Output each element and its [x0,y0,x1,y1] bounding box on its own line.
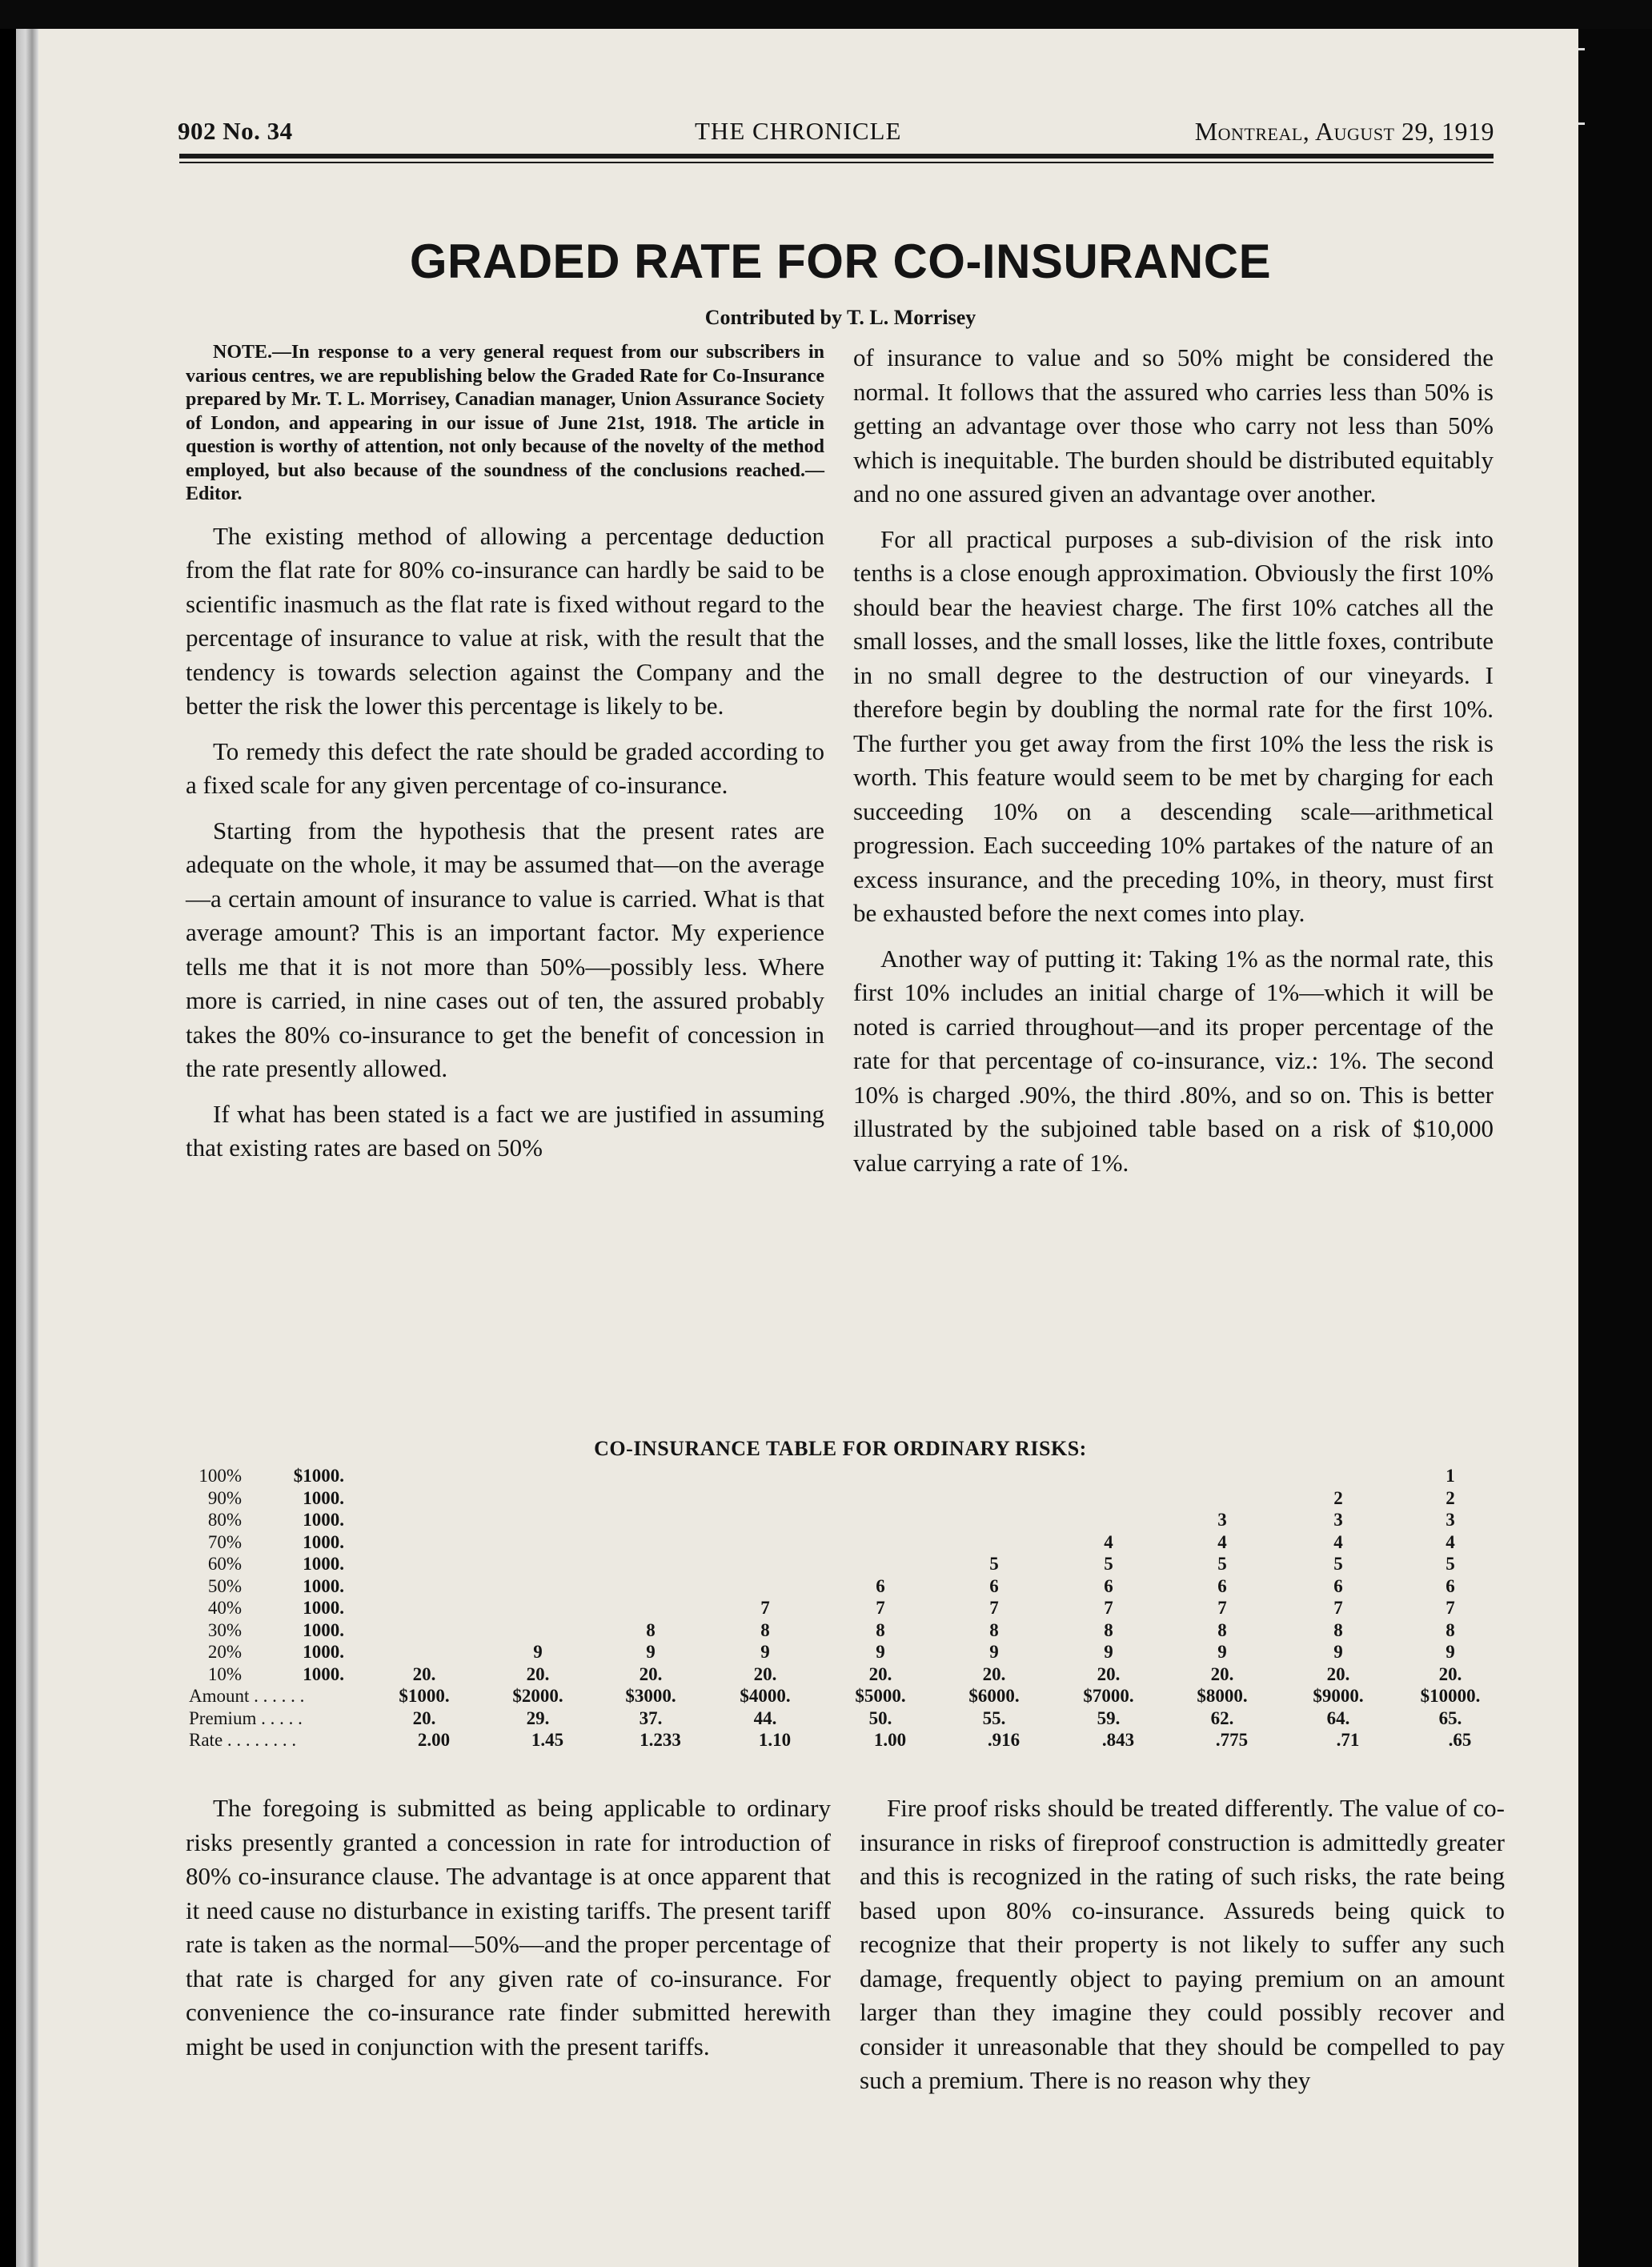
percent-label: 90% [207,1487,242,1508]
percent-label: 80% [207,1510,242,1530]
table-cell: 7 [989,1598,999,1618]
row-value: 1000. [303,1642,344,1662]
row-value: 1000. [303,1619,344,1640]
table-cell: 20. [412,1663,436,1684]
table-cell: 4 [1217,1531,1227,1552]
table-cell: 7 [1217,1598,1227,1618]
table-cell: 5 [1446,1554,1455,1574]
row-value: 1000. [303,1487,344,1508]
table-cell: 8 [989,1619,999,1640]
amount-cell: $4000. [740,1686,791,1706]
rate-cell: 1.10 [758,1730,792,1750]
table-cell: 3 [1333,1510,1343,1530]
premium-cell: 59. [1097,1707,1121,1728]
table-cell: 8 [1333,1619,1343,1640]
premium-cell: 62. [1210,1707,1234,1728]
table-cell: 7 [1446,1598,1455,1618]
table-cell: 6 [989,1575,999,1596]
table-cell: 7 [1104,1598,1113,1618]
table-cell: 6 [1446,1575,1455,1596]
amount-cell: $6000. [968,1686,1020,1706]
paragraph: To remedy this defect the rate should be graded according to a fixed scale for any given percentage of co-insurance. [186,736,824,799]
table-cell: 6 [876,1575,885,1596]
table-cell: 8 [760,1619,770,1640]
table-cell: 20. [982,1663,1006,1684]
percent-label: 20% [207,1642,242,1662]
table-cell: 8 [1446,1619,1455,1640]
table-cell: 20. [1097,1663,1121,1684]
percent-label: 70% [207,1531,242,1552]
paragraph: Fire proof risks should be treated differently. The value of co-insurance in risks of fireproof construction is admittedly greater and this is recognized in the rating of such risks, the rate being based upon 80% co-insurance. Assureds being quick to recognize that their property is not likely to suffer any such damage, frequently object to paying premium on an amount larger than they imagine they could possibly recover and consider it unreasonable that they should be compelled to pay such a premium. There is no reason why they [860,1794,1505,2094]
amount-cell: $9000. [1313,1686,1364,1706]
table-cell: 20. [868,1663,892,1684]
amount-cell: $1000. [399,1686,450,1706]
row-value: 1000. [303,1663,344,1684]
table-cell: 5 [1217,1554,1227,1574]
paragraph: of insurance to value and so 50% might be considered the normal. It follows that the assured who carries less than 50% is getting an advantage over those who carry not less than 50% which is inequitable. The burden should be distributed equitably and no one assured given an advantage over another. [853,343,1494,508]
table-cell: 7 [1333,1598,1343,1618]
table-cell: 6 [1333,1575,1343,1596]
table-cell: 1 [1446,1466,1455,1486]
table-cell: 7 [876,1598,885,1618]
table-cell: 2 [1333,1487,1343,1508]
table-cell: 9 [646,1642,656,1662]
table-cell: 2 [1446,1487,1455,1508]
table-cell: 9 [533,1642,543,1662]
table-cell: 20. [639,1663,663,1684]
amount-cell: $3000. [625,1686,676,1706]
bottom-left-column [186,1792,831,2064]
premium-cell: 55. [982,1707,1006,1728]
article-title: GRADED RATE FOR CO-INSURANCE [409,235,1272,288]
table-cell: 9 [989,1642,999,1662]
table-cell: 9 [876,1642,885,1662]
rate-cell: 1.233 [640,1730,681,1750]
rate-cell: 1.00 [873,1730,907,1750]
amount-cell: $8000. [1197,1686,1248,1706]
table-cell: 9 [1104,1642,1113,1662]
table-cell: 20. [753,1663,777,1684]
table-cell: 9 [1446,1642,1455,1662]
row-value: 1000. [303,1598,344,1618]
paragraph: Starting from the hypothesis that the present rates are adequate on the whole, it may be assumed that—on the average—a certain amount of insurance to value is carried. What is that average amount? This is an important factor. My experience tells me that it is not more than 50%—possibly less. Where more is carried, in nine cases out of ten, the assured probably takes the 80% co-insurance to get the benefit of concession in the rate presently allowed. [186,816,824,1082]
table-cell: 5 [1333,1554,1343,1574]
issue-date: Montreal, August 29, 1919 [1194,117,1494,146]
table-cell: 7 [760,1598,770,1618]
rate-cell: .65 [1448,1730,1472,1750]
table-cell: 5 [1104,1554,1113,1574]
percent-label: 60% [207,1554,242,1574]
amount-cell: $10000. [1420,1686,1481,1706]
publication-name: THE CHRONICLE [695,117,902,145]
premium-cell: 44. [753,1707,777,1728]
percent-label: 50% [207,1575,242,1596]
table-title: CO-INSURANCE TABLE FOR ORDINARY RISKS: [594,1437,1087,1460]
rate-cell: 2.00 [417,1730,451,1750]
row-value: 1000. [303,1554,344,1574]
row-value: 1000. [303,1531,344,1552]
premium-label: Premium . . . . . [189,1707,303,1728]
table-cell: 8 [646,1619,656,1640]
paragraph: If what has been stated is a fact we are justified in assuming that existing rates are based on 50% [186,1099,824,1162]
premium-cell: 37. [639,1707,663,1728]
table-cell: 5 [989,1554,999,1574]
table-cell: 9 [1333,1642,1343,1662]
percent-label: 100% [198,1466,242,1486]
table-cell: 4 [1104,1531,1113,1552]
percent-label: 10% [207,1663,242,1684]
table-cell: 4 [1446,1531,1455,1552]
table-cell: 9 [760,1642,770,1662]
rate-cell: .916 [987,1730,1020,1750]
table-cell: 6 [1104,1575,1113,1596]
table-cell: 3 [1446,1510,1455,1530]
table-cell: 8 [1104,1619,1113,1640]
rate-cell: .71 [1336,1730,1360,1750]
table-cell: 4 [1333,1531,1343,1552]
paragraph: For all practical purposes a sub-division of the risk into tenths is a close enough approximation. Obviously the first 10% should bear the heaviest charge. The first 10% catches all the small losses, and the small losses, like the little foxes, contribute in no small degree to the destruction of our vineyards. I therefore begin by doubling the normal rate for the first 10%. The further you get away from the first 10% the less the risk is worth. This feature would seem to be met by charging for each succeeding 10% on a descending scale—arithmetical progression. Each succeeding 10% partakes of the nature of an excess insurance, and the preceding 10%, in theory, must first be exhausted before the next comes into play. [853,524,1494,927]
paragraph: Another way of putting it: Taking 1% as the normal rate, this first 10% includes an initial charge of 1%—which it will be noted is carried throughout—and its proper percentage of the rate for that percentage of co-insurance, viz.: 1%. The second 10% is charged .90%, the third .80%, and so on. This is better illustrated by the subjoined table based on a risk of $10,000 value carrying a rate of 1%. [853,944,1494,1177]
percent-label: 30% [207,1619,242,1640]
rate-cell: .843 [1101,1730,1135,1750]
paragraph: The existing method of allowing a percentage deduction from the flat rate for 80% co-insurance can hardly be said to be scientific inasmuch as the flat rate is fixed without regard to the percentage of insurance to value at risk, with the result that the tendency is towards selection against the Company and the better the risk the lower this percentage is likely to be. [186,521,824,720]
premium-cell: 65. [1438,1707,1462,1728]
amount-label: Amount . . . . . . [189,1686,305,1706]
table-cell: 20. [1326,1663,1350,1684]
editor-note: NOTE.—In response to a very general request from our subscribers in various centres, we are republishing below the Graded Rate for Co-Insurance prepared by Mr. T. L. Morrisey, Canadian manager, Union Assurance Society of London, and appearing in our issue of June 21st, 1918. The article in question is worthy of attention, not only because of the novelty of the method employed, but also because of the soundness of the conclusions reached.—Editor. [186,342,824,504]
article-byline: Contributed by T. L. Morrisey [704,306,976,329]
table-cell: 20. [1210,1663,1234,1684]
row-value: 1000. [303,1575,344,1596]
percent-label: 40% [207,1598,242,1618]
table-cell: 3 [1217,1510,1227,1530]
row-value: 1000. [303,1510,344,1530]
amount-cell: $2000. [512,1686,563,1706]
table-cell: 9 [1217,1642,1227,1662]
page-number: 902 No. 34 [178,117,293,145]
premium-cell: 64. [1326,1707,1350,1728]
amount-cell: $5000. [855,1686,906,1706]
table-cell: 8 [876,1619,885,1640]
paragraph: The foregoing is submitted as being applicable to ordinary risks presently granted a concession in rate for introduction of 80% co-insurance clause. The advantage is at once apparent that it need cause no disturbance in existing tariffs. The present tariff rate is taken as the normal—50%—and the proper percentage of that rate is charged for any given rate of co-insurance. For convenience the co-insurance rate finder submitted herewith might be used in conjunction with the present tariffs. [186,1794,831,2060]
rate-label: Rate . . . . . . . . [189,1730,297,1750]
premium-cell: 20. [412,1707,436,1728]
table-cell: 6 [1217,1575,1227,1596]
amount-cell: $7000. [1083,1686,1134,1706]
rate-cell: 1.45 [531,1730,564,1750]
table-cell: 20. [526,1663,550,1684]
table-cell: 20. [1438,1663,1462,1684]
premium-cell: 29. [526,1707,550,1728]
bottom-right-column [860,1792,1505,2098]
rate-cell: .775 [1215,1730,1249,1750]
row-value: $1000. [293,1466,344,1486]
premium-cell: 50. [868,1707,892,1728]
table-cell: 8 [1217,1619,1227,1640]
